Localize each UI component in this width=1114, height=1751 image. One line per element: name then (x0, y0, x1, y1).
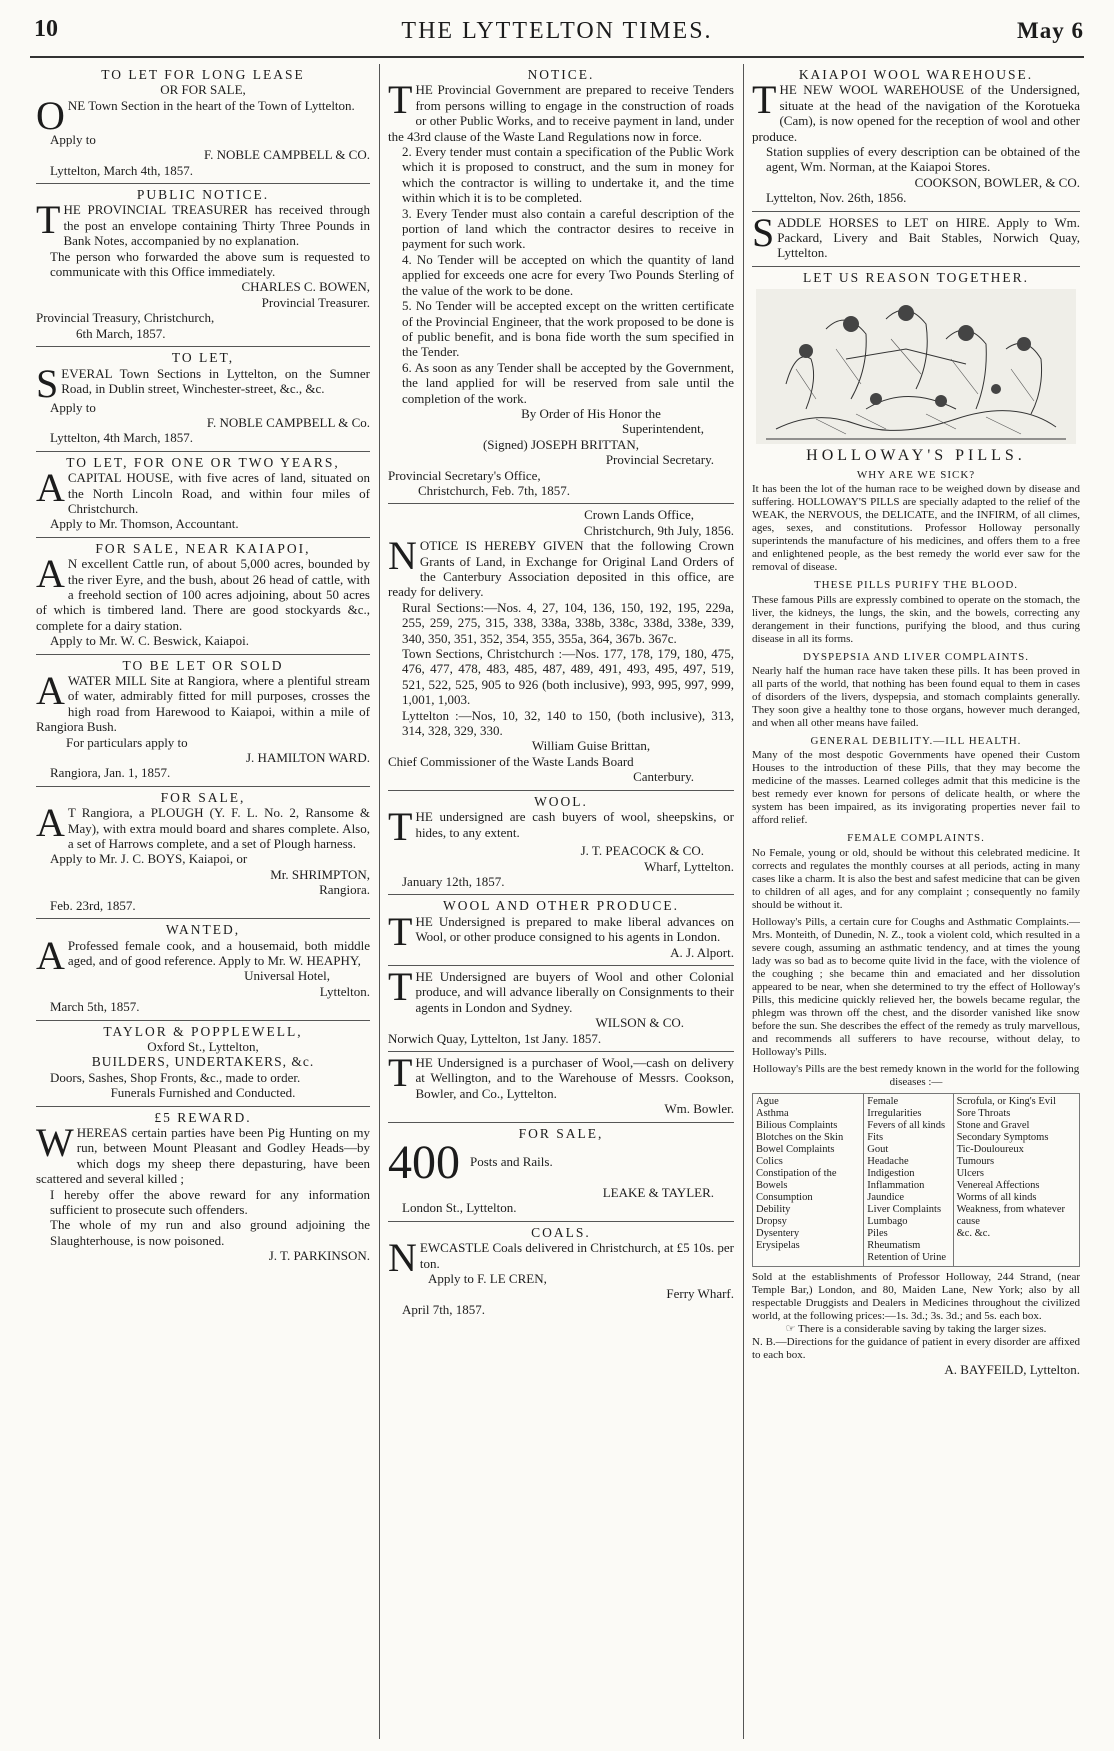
ad-apply: Apply to (50, 131, 96, 147)
drop-cap: A (36, 800, 65, 846)
ad-saddle-horses (752, 209, 1080, 267)
drop-cap: T (388, 804, 413, 850)
ad-body: Posts and Rails. (470, 1153, 553, 1169)
section-heading: GENERAL DEBILITY.—ILL HEALTH. (810, 734, 1022, 747)
ad-heading: TO BE LET OR SOLD (122, 657, 284, 673)
disease-item: Piles (867, 1227, 888, 1239)
ad-apply: Apply to Mr. J. C. BOYS, Kaiapoi, or (50, 851, 248, 867)
ad-for-sale-kaiapoi (36, 538, 370, 655)
diseases-column (864, 1093, 953, 1266)
ad-posts-rails (388, 1123, 734, 1222)
ad-signer: (Signed) JOSEPH BRITTAN, (482, 436, 640, 452)
ad-body: OTICE IS HEREBY GIVEN that the following Crown Grants of Land, in Exchange for Original Land Orders of the Canterbury Association deposited in this office, are ready for delivery. (388, 538, 734, 600)
ad-public-notice (36, 184, 370, 347)
disease-item: Female Irregularities (867, 1095, 922, 1119)
ad-heading: PUBLIC NOTICE. (136, 187, 270, 203)
ad-body: EWCASTLE Coals delivered in Christchurch, at £5 10s. per ton. (419, 1240, 734, 1271)
ad-bowler (388, 1049, 734, 1123)
drop-cap: T (388, 963, 413, 1009)
ad-body: The person who forwarded the above sum is requested to communicate with this Office immediately. (50, 248, 370, 280)
ad-signer: A. J. Alport. (670, 944, 734, 960)
ad-body: HEREAS certain parties have been Pig Hunting on my run, between Mount Pleasant and Godley Heads—by which dogs my sheep there depasturing, have been scattered and several killed ; (36, 1124, 370, 1187)
disease-item: Retention of Urine (867, 1251, 946, 1263)
ad-signer: Wm. Bowler. (664, 1101, 734, 1117)
section-heading: THESE PILLS PURIFY THE BLOOD. (813, 579, 1019, 592)
ad-date: Christchurch, Feb. 7th, 1857. (418, 482, 571, 498)
disease-item: Bowel Complaints (756, 1143, 835, 1155)
ad-signer: CHARLES C. BOWEN, (241, 279, 370, 295)
ad-kaiapoi-warehouse (752, 64, 1080, 212)
table-intro: Holloway's Pills are the best remedy known in the world for the following diseases :— (752, 1062, 1080, 1088)
ad-apply: Apply to (50, 399, 96, 415)
section-heading: DYSPEPSIA AND LIVER COMPLAINTS. (803, 650, 1029, 663)
ad-subheading: OR FOR SALE, (160, 82, 246, 98)
engraving-illustration (752, 289, 1080, 444)
disease-item: Lumbago (867, 1215, 908, 1227)
ad-signer: Mr. SHRIMPTON, (270, 866, 370, 882)
drop-cap: T (752, 77, 777, 123)
column-2 (388, 64, 734, 1739)
disease-item: Indigestion (867, 1167, 915, 1179)
disease-item: Stone and Gravel (956, 1119, 1030, 1131)
sold-notice: Sold at the establishments of Professor Holloway, 244 Strand, (near Temple Bar,) London, and 80, Maiden Lane, New York; also by all respectable Druggists and Dealers in Medicines throughout the civilized world, at the following prices:—1s. 3d.; 3s. 3d.; and 5s. each box. (752, 1270, 1080, 1322)
ad-date: 6th March, 1857. (76, 325, 166, 341)
section-body: Many of the most despotic Governments have opened their Custom Houses to the introduction of these Pills, that they may become the medicine of the masses. Learned colleges admit that this medicine is the best remedy ever known for persons of delicate health, or where the system has been impaired, as its invigorating properties never fail to afford relief. (752, 749, 1080, 827)
disease-item: Inflammation (867, 1179, 925, 1191)
ad-to-let-long-lease (36, 64, 370, 184)
town-sections: Town Sections, Christchurch :—Nos. 177, 178, 179, 180, 475, 476, 477, 478, 483, 485, 487, 489, 491, 493, 495, 497, 519, 521, 522, 525, 905 to 926 (both inclusive), 993, 995, 997, 999, 1,001, 1,003. (402, 646, 734, 708)
ad-heading: TO LET, FOR ONE OR TWO YEARS, (66, 454, 340, 470)
ad-signer: J. T. PEACOCK & CO. (580, 843, 704, 859)
ad-body: Station supplies of every description can be obtained of the agent, Wm. Norman, at the Kaiapoi Stores. (766, 144, 1080, 175)
ad-to-let-sections (36, 347, 370, 452)
disease-item: Headache (867, 1155, 909, 1167)
ad-signer: WILSON & CO. (595, 1015, 684, 1031)
column-1 (36, 64, 370, 1739)
ad-body: Professed female cook, and a housemaid, both middle aged, and of good reference. Apply to Mr. W. HEAPHY, (67, 937, 370, 968)
disease-item: Scrofula, or King's Evil (956, 1095, 1056, 1107)
newspaper-title: THE LYTTELTON TIMES. (401, 18, 713, 44)
disease-item: Bilious Complaints (756, 1119, 838, 1131)
saving-notice: ☞ There is a considerable saving by taking the larger sizes. (785, 1322, 1047, 1335)
ad-body: T Rangiora, a PLOUGH (Y. F. L. No. 2, Ransome & May), with extra mould board and shares complete. Also, a set of Harrows complete, and a set of Plough harness. (67, 805, 370, 852)
ad-big-number: 400 (388, 1136, 460, 1189)
ad-body: WATER MILL Site at Rangiora, where a plentiful stream of water, admirably fitted for mill purposes, crosses the high road from Harewood to Kaiapoi, within a mile of Rangiora Bush. (36, 673, 370, 735)
section-body: It has been the lot of the human race to be weighed down by disease and suffering. HOLLOWAY'S PILLS are specially adapted to the relief of the WEAK, the NERVOUS, the DELICATE, and the INFIRM, of all climes, ages, sexes, and constitutions. Professor Holloway personally superintends the manufacture of his medicines, and offers them to a free and enlightened people, as the best remedy the world ever saw for the removal of disease. (752, 483, 1080, 574)
ad-body: EVERAL Town Sections in Lyttelton, on the Sumner Road, in Dublin street, Winchester-street, &c., &c. (61, 365, 370, 396)
column-divider (379, 64, 380, 1739)
ad-body: ADDLE HORSES to LET on HIRE. Apply to Wm. Packard, Livery and Bait Stables, Norwich Quay, Lyttelton. (777, 214, 1080, 261)
disease-item: Ulcers (956, 1167, 984, 1179)
disease-item: Blotches on the Skin (756, 1131, 844, 1143)
ad-water-mill (36, 655, 370, 787)
ad-address: London St., Lyttelton. (402, 1200, 517, 1216)
disease-item: Gout (867, 1143, 889, 1155)
ad-signer-place: Wharf, Lyttelton. (644, 858, 734, 874)
drop-cap: T (388, 1049, 413, 1095)
ad-heading: LET US REASON TOGETHER. (802, 269, 1029, 285)
disease-item: Jaundice (867, 1191, 905, 1203)
ad-office: Crown Lands Office, (584, 507, 694, 523)
ad-apply: Apply to Mr. Thomson, Accountant. (50, 516, 239, 532)
ad-apply: Apply to F. LE CREN, (428, 1271, 547, 1287)
ad-clause: 5. No Tender will be accepted except on the written certificate of the Provincial Engineer, that the work proposed to be done is of public benefit, and is bona fide worth the sum specified in the Tender. (402, 298, 734, 360)
ad-signer-place: Canterbury. (633, 769, 694, 785)
drop-cap: A (36, 551, 65, 597)
drop-cap: O (36, 92, 65, 138)
testimonial: Holloway's Pills, a certain cure for Coughs and Asthmatic Complaints.—Mrs. Monteith, of Dunedin, N. Z., took a violent cold, which resulted in a severe cough, assuming an asthmatic tendency, and at times the young lady was so bad as to become quite livid in the face, with the violence of the coughing ; she became thin and emaciated and her dissolution appeared to be near, when she determined to try the effect of Holloway's Pills, this medicine quickly relieved her, the bowels became regular, the phlegm was thrown off the chest, and the disorder vanished like snow before the sun. She describes the effect of the remedy as truly marvellous, and recommends all sufferers to have recourse, without delay, to Holloway's Pills. (752, 915, 1080, 1058)
ad-signer: J. HAMILTON WARD. (246, 750, 370, 766)
ad-body: CAPITAL HOUSE, with five acres of land, situated on the North Lincoln Road, and within four miles of Christchurch. (67, 470, 370, 516)
ad-heading: KAIAPOI WOOL WAREHOUSE. (798, 67, 1034, 82)
disease-item: Ague (756, 1095, 779, 1107)
ad-signer: COOKSON, BOWLER, & CO. (914, 174, 1080, 190)
ad-tenders-notice (388, 64, 734, 504)
ad-crown-grants (388, 504, 734, 790)
ad-clause: 6. As soon as any Tender shall be accepted by the Government, the land applied for will be reserved from sale until the completion of the work. (402, 359, 734, 406)
ad-body: HE undersigned are cash buyers of wool, sheepskins, or hides, to any extent. (415, 809, 734, 840)
ad-signer: F. NOBLE CAMPBELL & Co. (206, 414, 370, 430)
ad-date: Lyttelton, March 4th, 1857. (50, 162, 193, 178)
lyttelton-sections: Lyttelton :—Nos, 10, 32, 140 to 150, (both inclusive), 313, 314, 328, 329, 330. (402, 707, 734, 739)
ad-apply: For particulars apply to (66, 734, 188, 750)
disease-item: Fits (867, 1131, 884, 1143)
diseases-column (953, 1093, 1079, 1266)
ad-date: Norwich Quay, Lyttelton, 1st Jany. 1857. (388, 1030, 602, 1046)
disease-item: Sore Throats (956, 1107, 1011, 1119)
ad-date: Lyttelton, Nov. 26th, 1856. (766, 190, 907, 206)
ad-place: Provincial Treasury, Christchurch, (36, 310, 215, 326)
ad-heading: WOOL AND OTHER PRODUCE. (443, 898, 679, 914)
ad-heading: FOR SALE, NEAR KAIAPOI, (95, 540, 311, 556)
section-body: Nearly half the human race have taken these pills. It has been proved in all parts of the world, that nothing has been found equal to them in cases of disorders of the livers, dyspepsia, and stomach complaints generally. They soon give a healthy tone to those organs, however much deranged, and when all other means have failed. (752, 664, 1080, 729)
disease-item: Venereal Affections (956, 1179, 1040, 1191)
section-heading: FEMALE COMPLAINTS. (847, 832, 985, 845)
ad-holloways-pills (752, 267, 1080, 1382)
ad-body: Doors, Sashes, Shop Fronts, &c., made to order. (50, 1069, 301, 1085)
ad-heading: TO LET, (171, 350, 235, 366)
column-divider (743, 64, 744, 1739)
disease-item: Rheumatism (867, 1239, 921, 1251)
ad-heading: TO LET FOR LONG LEASE (101, 67, 305, 82)
ad-signer-title: Provincial Secretary. (605, 452, 714, 468)
ad-clause: 2. Every tender must contain a specification of the Public Work which it is proposed to construct, and the sum in money for which the contractor is willing to undertake it, and the time within which it is to be completed. (402, 144, 734, 206)
ad-body: The whole of my run and also ground adjoining the Slaughterhouse, is now poisoned. (50, 1217, 370, 1248)
drop-cap: A (36, 668, 65, 713)
ad-body: I hereby offer the above reward for any information sufficient to prosecute such offenders. (50, 1186, 370, 1217)
disease-item: Dropsy (756, 1215, 787, 1227)
ad-clause: 4. No Tender will be accepted on which the quantity of land applied for exceeds one acre for every Two Pounds Sterling of the value of the work to be done. (402, 251, 734, 298)
drop-cap: T (388, 77, 413, 123)
ad-taylor-popplewell (36, 1021, 370, 1107)
ad-wilson (388, 963, 734, 1052)
ad-body: HE Provincial Government are prepared to receive Tenders from persons willing to engage in the construction of roads or other Public Works, and to receive payment in land, under the 43rd clause of the Waste Land Regulations now in force. (388, 82, 734, 144)
ad-signer: Universal Hotel, (244, 968, 330, 984)
ad-signer-place: Ferry Wharf. (666, 1286, 734, 1302)
drop-cap: A (36, 932, 65, 978)
ad-date: Feb. 23rd, 1857. (50, 897, 136, 913)
drop-cap: S (752, 209, 775, 255)
drop-cap: S (36, 360, 59, 406)
ad-heading: £5 REWARD. (154, 1109, 252, 1125)
ad-heading: COALS. (531, 1224, 591, 1240)
diseases-column (753, 1093, 864, 1266)
rural-sections: Rural Sections:—Nos. 4, 27, 104, 136, 150, 192, 195, 229a, 255, 259, 275, 315, 338, 338a, 338b, 338c, 338d, 338e, 339, 340, 350, 351, 352, 354, 355, 355a, 364, 367b. 367c. (402, 599, 734, 646)
ad-heading: WOOL. (534, 793, 588, 809)
drop-cap: T (36, 197, 61, 243)
ad-apply: Apply to Mr. W. C. Beswick, Kaiapoi. (50, 633, 249, 649)
masthead (30, 16, 1084, 50)
ad-plough-for-sale (36, 787, 370, 919)
ad-signer: William Guise Brittan, (531, 738, 651, 754)
ad-heading: TAYLOR & POPPLEWELL, (103, 1023, 303, 1039)
drop-cap: T (388, 908, 413, 954)
ad-body: NE Town Section in the heart of the Town of Lyttelton. (67, 97, 355, 113)
ad-date: January 12th, 1857. (402, 873, 505, 889)
ad-body: Funerals Furnished and Conducted. (110, 1085, 296, 1101)
page-number: 10 (34, 16, 58, 42)
diseases-table (752, 1093, 1080, 1267)
ad-wool (388, 791, 734, 896)
ad-body: HE NEW WOOL WAREHOUSE of the Undersigned, situate at the head of the navigation of the Korotueka (Cam), is now opened for the reception of wool and other produce. (752, 82, 1080, 144)
masthead-rule (30, 56, 1084, 58)
drop-cap: W (36, 1119, 74, 1165)
disease-item: Debility (756, 1203, 791, 1215)
ad-body: HE Undersigned are buyers of Wool and other Colonial produce, and will advance liberally on Consignments to their agents in London and Sydney. (415, 968, 734, 1015)
disease-item: &c. &c. (956, 1227, 991, 1239)
ad-signer-title: Provincial Treasurer. (261, 294, 370, 310)
ad-order: By Order of His Honor the (521, 405, 661, 421)
ad-body: HE Undersigned is a purchaser of Wool,—cash on delivery at Wellington, and to the Warehouse of Messrs. Cookson, Bowler, and Co., Lyttelton. (415, 1054, 734, 1101)
ad-coals (388, 1222, 734, 1322)
section-body: These famous Pills are expressly combined to operate on the stomach, the liver, the kidneys, the lungs, the skin, and the bowels, correcting any derangement in their functions, purifying the blood, and thus curing disease in all its forms. (752, 593, 1080, 645)
drop-cap: N (388, 1235, 417, 1281)
ad-heading: WANTED, (165, 922, 241, 938)
section-heading: WHY ARE WE SICK? (856, 468, 976, 481)
ad-signer-place: Lyttelton. (319, 983, 370, 999)
ad-heading: NOTICE. (527, 67, 595, 82)
ad-signer: J. T. PARKINSON. (268, 1248, 370, 1264)
disease-item: Fevers of all kinds (867, 1119, 946, 1131)
disease-item: Constipation of the Bowels (756, 1167, 837, 1191)
section-body: No Female, young or old, should be without this celebrated medicine. It corrects and regulates the monthly courses at all periods, acting in many cases like a charm. It is also the best and safest medicine that can be given to children of all ages, and for any complaint ; consequently no family should be without it. (752, 846, 1080, 911)
ad-signer-title: Chief Commissioner of the Waste Lands Board (388, 753, 634, 769)
ad-body: N excellent Cattle run, of about 5,000 acres, bounded by the river Eyre, and the bush, about 26 head of cattle, with a freehold section of 100 acres adjoining, about 50 acres of which is timbered land. There are good stockyards &c., complete for a dairy station. (36, 556, 370, 633)
nb-notice: N. B.—Directions for the guidance of patient in every disorder are affixed to each box. (752, 1335, 1080, 1361)
ad-trade: BUILDERS, UNDERTAKERS, &c. (91, 1054, 315, 1070)
issue-date: May 6 (1017, 18, 1084, 43)
column-3 (752, 64, 1080, 1739)
ad-signer-place: Rangiora. (319, 882, 370, 898)
ad-body: HE Undersigned is prepared to make liberal advances on Wool, or other produce consigned to his agents in London. (415, 913, 734, 945)
drop-cap: A (36, 465, 65, 511)
disease-item: Consumption (756, 1191, 813, 1203)
ad-place: Provincial Secretary's Office, (388, 467, 541, 483)
ad-address: Oxford St., Lyttelton, (147, 1038, 259, 1054)
ad-signer: A. BAYFEILD, Lyttelton. (944, 1361, 1080, 1377)
disease-item: Asthma (756, 1107, 789, 1119)
ad-date: March 5th, 1857. (50, 999, 140, 1015)
ad-date: April 7th, 1857. (402, 1301, 486, 1317)
ad-date: Lyttelton, 4th March, 1857. (50, 430, 193, 446)
ad-order: Superintendent, (622, 421, 704, 437)
ad-heading: FOR SALE, (518, 1125, 604, 1141)
ad-wanted (36, 919, 370, 1020)
disease-item: Erysipelas (756, 1239, 800, 1251)
ad-reward (36, 1107, 370, 1269)
ad-to-let-house (36, 452, 370, 538)
ad-body: HE PROVINCIAL TREASURER has received through the post an envelope containing Thirty Three Pounds in Bank Notes, accompanied by no explanation. (63, 202, 370, 249)
disease-item: Colics (756, 1155, 783, 1167)
product-title: HOLLOWAY'S PILLS. (806, 447, 1026, 465)
disease-item: Liver Complaints (867, 1203, 942, 1215)
disease-item: Secondary Symptoms (956, 1131, 1049, 1143)
ad-wool-produce (388, 895, 734, 966)
disease-item: Tumours (956, 1155, 995, 1167)
ad-clause: 3. Every Tender must also contain a careful description of the portion of land which the contractor desires to receive in payment for such work. (402, 205, 734, 252)
disease-item: Worms of all kinds (956, 1191, 1037, 1203)
ad-signer: F. NOBLE CAMPBELL & CO. (203, 147, 370, 163)
disease-item: Weakness, from whatever cause (956, 1203, 1066, 1227)
ad-signer: LEAKE & TAYLER. (602, 1185, 714, 1200)
ad-heading: FOR SALE, (160, 789, 246, 805)
drop-cap: N (388, 533, 417, 579)
ad-office-date: Christchurch, 9th July, 1856. (583, 522, 734, 538)
disease-item: Dysentery (756, 1227, 800, 1239)
ad-date: Rangiora, Jan. 1, 1857. (50, 765, 171, 781)
disease-item: Tic-Douloureux (956, 1143, 1024, 1155)
